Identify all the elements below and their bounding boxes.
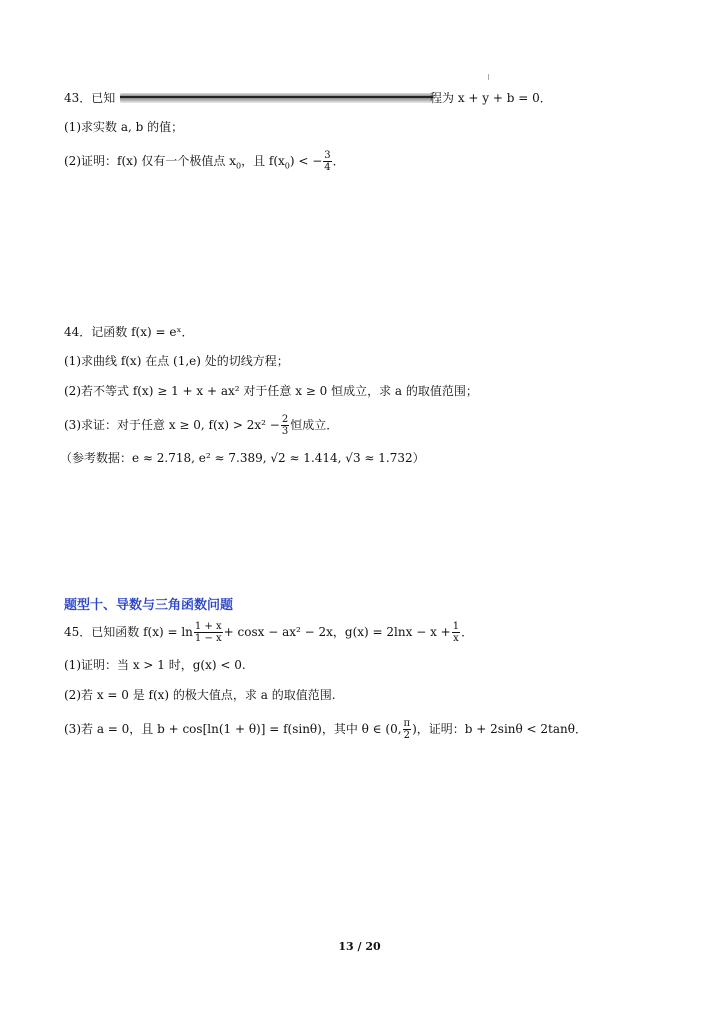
scan-mark	[488, 74, 489, 80]
q43-part2-c: ) < −	[289, 154, 323, 168]
q44-frac-num: 2	[281, 414, 289, 425]
q45-stem	[64, 621, 473, 644]
q43-part2-end: ．	[332, 154, 345, 168]
q45-part3-b: )，证明：b + 2sinθ < 2tanθ．	[412, 722, 587, 736]
q45-frac2-den: x	[453, 633, 459, 644]
q43-frac-den: 4	[324, 162, 331, 173]
q43-prefix: 43．已知	[64, 91, 116, 105]
q45-fraction3	[403, 718, 412, 741]
q43-part1: (1)求实数 a, b 的值；	[64, 120, 184, 134]
section-title: 题型十、导数与三角函数问题	[64, 598, 234, 613]
q45-frac3-den: 2	[403, 730, 410, 741]
q44-part1: (1)求曲线 f(x) 在点 (1,e) 处的切线方程；	[64, 354, 289, 368]
q43-fraction	[323, 150, 331, 173]
q45-frac3-num: π	[403, 718, 411, 729]
q43-part2-b: ，且 f(x	[241, 154, 285, 168]
redaction-line	[120, 96, 432, 98]
q44-part3	[64, 414, 338, 437]
q45-part1: (1)证明：当 x > 1 时，g(x) < 0.	[64, 658, 246, 672]
q45-stem-a: 45．已知函数 f(x) = ln	[64, 625, 193, 639]
q45-stem-end: ．	[461, 625, 474, 639]
q44-part3-a: (3)求证：对于任意 x ≥ 0, f(x) > 2x² −	[64, 418, 280, 432]
q43-part2-a: (2)证明：f(x) 仅有一个极值点 x	[64, 154, 236, 168]
q45-part2: (2)若 x = 0 是 f(x) 的极大值点，求 a 的取值范围.	[64, 688, 336, 702]
q45-part3-a: (3)若 a = 0，且 b + cos[ln(1 + θ)] = f(sinθ)，其中 θ ∈ (0,	[64, 722, 402, 736]
page-number: 13 / 20	[338, 940, 381, 953]
q45-fraction2	[452, 621, 460, 644]
q43-part2	[64, 150, 345, 174]
q44-part3-b: 恒成立．	[290, 418, 339, 432]
q43-stem-suffix: 程为 x + y + b = 0．	[430, 91, 552, 105]
q45-frac2-num: 1	[452, 621, 460, 632]
q44-frac-den: 3	[281, 426, 289, 437]
q45-part3	[64, 718, 587, 741]
redaction-smear	[120, 93, 432, 103]
q45-frac1-num: 1 + x	[194, 621, 222, 632]
q43-frac-num: 3	[324, 150, 331, 161]
q44-part2: (2)若不等式 f(x) ≥ 1 + x + ax² 对于任意 x ≥ 0 恒成立，求 a 的取值范围；	[64, 384, 478, 398]
q45-stem-b: + cosx − ax² − 2x，g(x) = 2lnx − x +	[223, 625, 451, 639]
q43-part2-sub: 0	[235, 161, 242, 171]
q43-part2-sub2: 0	[284, 161, 290, 171]
q45-fraction1	[194, 621, 223, 644]
q45-frac1-den: 1 − x	[194, 633, 222, 644]
q44-reference-data: （参考数据：e ≈ 2.718, e² ≈ 7.389, √2 ≈ 1.414, √3 ≈ 1.732）	[60, 451, 425, 465]
q44-stem: 44．记函数 f(x) = eˣ．	[64, 325, 194, 339]
q44-fraction	[281, 414, 289, 437]
q43-stem	[64, 90, 115, 106]
